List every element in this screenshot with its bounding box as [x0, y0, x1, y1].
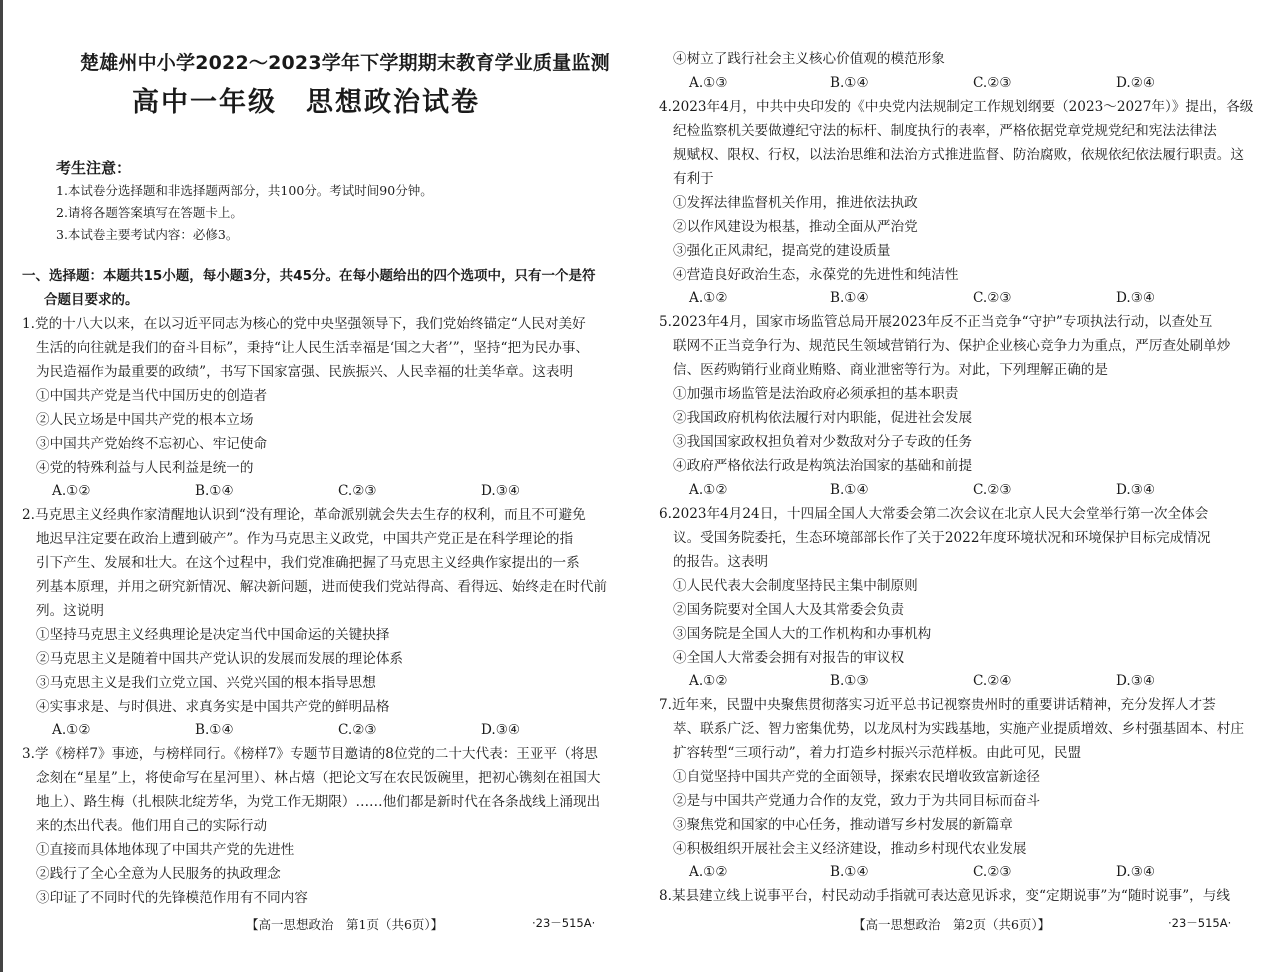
- statement-item: ①加强市场监管是法治政府必须承担的基本职责: [673, 386, 959, 402]
- question-stem: 3.学《榜样7》事迹，与榜样同行。《榜样7》专题节目邀请的8位党的二十大代表：王亚平（将思: [22, 746, 598, 762]
- question-stem: 7.近年来，民盟中央聚焦贯彻落实习近平总书记视察贵州时的重要讲话精神，充分发挥人才荟: [659, 697, 1216, 713]
- statement-item: ②是与中国共产党通力合作的友党，致力于为共同目标而奋斗: [673, 793, 1041, 809]
- option-b: B.①④: [195, 722, 234, 738]
- question-stem: 4.2023年4月，中共中央印发的《中央党内法规制定工作规划纲要（2023～2027年）》提出，各级: [659, 99, 1254, 115]
- statement-item: ③我国国家政权担负着对少数敌对分子专政的任务: [673, 434, 973, 450]
- answer-options: [689, 480, 1239, 500]
- question-stem: 议。受国务院委托，生态环境部部长作了关于2022年度环境状况和环境保护目标完成情况: [673, 530, 1211, 546]
- question-stem: 1.党的十八大以来，在以习近平同志为核心的党中央坚强领导下，我们党始终锚定“人民对美好: [22, 316, 586, 332]
- option-c: C.②③: [973, 482, 1012, 498]
- question-stem: 引下产生、发展和壮大。在这个过程中，我们党准确把握了马克思主义经典作家提出的一系: [36, 555, 580, 571]
- statement-item: ①中国共产党是当代中国历史的创造者: [36, 388, 268, 404]
- question-stem: 萃、联系广泛、智力密集优势，以龙凤村为实践基地，实施产业提质增效、乡村强基固本、村庄: [673, 721, 1244, 737]
- statement-item: ④树立了践行社会主义核心价值观的模范形象: [673, 51, 945, 67]
- question-stem: 有利于: [673, 171, 714, 187]
- option-a: A.①②: [689, 482, 728, 498]
- statement-item: ②我国政府机构依法履行对内职能，促进社会发展: [673, 410, 973, 426]
- statement-item: ③强化正风肃纪，提高党的建设质量: [673, 243, 891, 259]
- option-d: D.③④: [1116, 482, 1156, 498]
- question-stem: 联网不正当竞争行为、规范民生领域营销行为、保护企业核心竞争力为重点，严厉查处刷单炒: [673, 338, 1231, 354]
- statement-item: ④营造良好政治生态，永葆党的先进性和纯洁性: [673, 267, 959, 283]
- question-stem: 列。这说明: [36, 603, 104, 619]
- question-stem: 为民造福作为最重要的政绩”，书写下国家富强、民族振兴、人民幸福的壮美华章。这表明: [36, 364, 574, 380]
- statement-item: ④党的特殊利益与人民利益是统一的: [36, 460, 254, 476]
- question-stem: 列基本原理，并用之研究新情况、解决新问题，进而使我们党站得高、看得远、始终走在时代前: [36, 579, 607, 595]
- question-stem: 纪检监察机关要做遵纪守法的标杆、制度执行的表率，严格依据党章党规党纪和宪法法律法: [673, 123, 1217, 139]
- statement-item: ③中国共产党始终不忘初心、牢记使命: [36, 436, 268, 452]
- statement-item: ①发挥法律监督机关作用，推进依法执政: [673, 195, 918, 211]
- statement-item: ①直接而具体地体现了中国共产党的先进性: [36, 842, 295, 858]
- exam-page-2: [659, 0, 1254, 972]
- answer-options: [52, 720, 612, 740]
- statement-item: ②马克思主义是随着中国共产党认识的发展而发展的理论体系: [36, 651, 404, 667]
- statement-item: ①坚持马克思主义经典理论是决定当代中国命运的关键抉择: [36, 627, 390, 643]
- question-stem: 5.2023年4月，国家市场监管总局开展2023年反不正当竞争“守护”专项执法行动，以查处互: [659, 314, 1213, 330]
- question-stem: 扩容转型“三项行动”，着力打造乡村振兴示范样板。由此可见，民盟: [673, 745, 1082, 761]
- option-d: D.③④: [1116, 864, 1156, 880]
- question-stem: 信、医药购销行业商业贿赂、商业泄密等行为。对此，下列理解正确的是: [673, 362, 1108, 378]
- page-edge: [0, 0, 3, 972]
- option-b: B.①④: [830, 864, 869, 880]
- question-stem: 的报告。这表明: [673, 554, 769, 570]
- answer-options: [689, 862, 1239, 882]
- statement-item: ③国务院是全国人大的工作机构和办事机构: [673, 626, 932, 642]
- option-a: A.①②: [689, 864, 728, 880]
- statement-item: ③聚焦党和国家的中心任务，推动谱写乡村发展的新篇章: [673, 817, 1013, 833]
- option-a: A.①②: [689, 673, 728, 689]
- question-stem: 念刻在“星星”上，将使命写在星河里）、林占熺（把论文写在农民饭碗里，把初心镌刻在祖国大: [36, 770, 601, 786]
- notice-item: 1.本试卷分选择题和非选择题两部分，共100分。考试时间90分钟。: [56, 183, 433, 198]
- option-c: C.②③: [973, 864, 1012, 880]
- answer-options: [689, 288, 1239, 308]
- option-d: D.②④: [1116, 75, 1156, 91]
- answer-options: [689, 671, 1239, 691]
- statement-item: ④政府严格依法行政是构筑法治国家的基础和前提: [673, 458, 973, 474]
- statement-item: ①人民代表大会制度坚持民主集中制原则: [673, 578, 918, 594]
- question-stem: 8.某县建立线上说事平台，村民动动手指就可表达意见诉求，变“定期说事”为“随时说事”，与线: [659, 888, 1230, 904]
- statement-item: ②以作风建设为根基，推动全面从严治党: [673, 219, 918, 235]
- option-d: D.③④: [1116, 290, 1156, 306]
- section-heading-cont: 合题目要求的。: [44, 292, 139, 308]
- option-d: D.③④: [481, 483, 521, 499]
- statement-item: ④全国人大常委会拥有对报告的审议权: [673, 650, 905, 666]
- exam-code: ·23－515A·: [1168, 916, 1232, 930]
- option-c: C.②④: [973, 673, 1012, 689]
- option-b: B.①④: [830, 482, 869, 498]
- question-stem: 来的杰出代表。他们用自己的实际行动: [36, 818, 268, 834]
- option-c: C.②③: [973, 75, 1012, 91]
- question-stem: 规赋权、限权、行权，以法治思维和法治方式推进监督、防治腐败，依规依纪依法履行职责。这: [673, 147, 1244, 163]
- option-d: D.③④: [1116, 673, 1156, 689]
- statement-item: ④实事求是、与时俱进、求真务实是中国共产党的鲜明品格: [36, 699, 390, 715]
- option-b: B.①④: [830, 290, 869, 306]
- statement-item: ③印证了不同时代的先锋模范作用有不同内容: [36, 890, 308, 906]
- statement-item: ②国务院要对全国人大及其常委会负责: [673, 602, 905, 618]
- statement-item: ④积极组织开展社会主义经济建设，推动乡村现代农业发展: [673, 841, 1027, 857]
- option-a: A.①②: [689, 290, 728, 306]
- question-stem: 地上）、路生梅（扎根陕北绽芳华，为党工作无期限）……他们都是新时代在各条战线上涌现出: [36, 794, 601, 810]
- option-b: B.①③: [830, 673, 869, 689]
- question-stem: 地迟早注定要在政治上遭到破产”。作为马克思主义政党，中国共产党正是在科学理论的指: [36, 531, 574, 547]
- option-d: D.③④: [481, 722, 521, 738]
- option-c: C.②③: [338, 483, 377, 499]
- option-a: A.①②: [52, 722, 91, 738]
- answer-options: [689, 73, 1239, 93]
- question-stem: 2.马克思主义经典作家清醒地认识到“没有理论，革命派别就会失去生存的权利，而且不可避免: [22, 507, 586, 523]
- section-heading: 一、选择题：本题共15小题，每小题3分，共45分。在每小题给出的四个选项中，只有一个是符: [22, 268, 596, 284]
- option-a: A.①②: [52, 483, 91, 499]
- option-b: B.①④: [830, 75, 869, 91]
- exam-code: ·23－515A·: [532, 916, 596, 930]
- notice-heading: 考生注意：: [56, 159, 132, 177]
- notice-item: 3.本试卷主要考试内容：必修3。: [56, 227, 239, 242]
- question-stem: 生活的向往就是我们的奋斗目标”，秉持“让人民生活幸福是‘国之大者’”，坚持“把为民办事、: [36, 340, 589, 356]
- statement-item: ②践行了全心全意为人民服务的执政理念: [36, 866, 281, 882]
- answer-options: [52, 481, 612, 501]
- option-a: A.①③: [689, 75, 728, 91]
- statement-item: ①自觉坚持中国共产党的全面领导，探索农民增收致富新途径: [673, 769, 1041, 785]
- exam-subtitle: 高中一年级 思想政治试卷: [132, 87, 480, 118]
- option-b: B.①④: [195, 483, 234, 499]
- statement-item: ②人民立场是中国共产党的根本立场: [36, 412, 254, 428]
- option-c: C.②③: [338, 722, 377, 738]
- exam-title: 楚雄州中小学2022～2023学年下学期期末教育学业质量监测: [80, 52, 610, 74]
- option-c: C.②③: [973, 290, 1012, 306]
- page-footer: 【高一思想政治 第2页（共6页）】: [853, 917, 1051, 932]
- notice-item: 2.请将各题答案填写在答题卡上。: [56, 205, 243, 220]
- exam-page-1: [22, 0, 622, 972]
- page-footer: 【高一思想政治 第1页（共6页）】: [246, 917, 444, 932]
- question-stem: 6.2023年4月24日，十四届全国人大常委会第二次会议在北京人民大会堂举行第一次全体会: [659, 506, 1209, 522]
- statement-item: ③马克思主义是我们立党立国、兴党兴国的根本指导思想: [36, 675, 376, 691]
